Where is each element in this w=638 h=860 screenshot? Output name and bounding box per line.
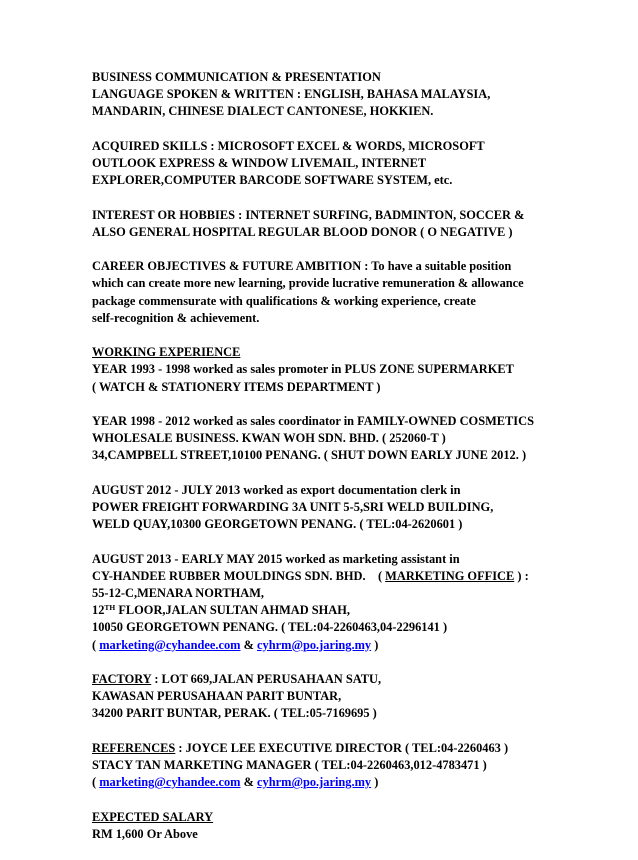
factory-section	[92, 671, 612, 723]
skills-line: LANGUAGE SPOKEN & WRITTEN : ENGLISH, BAHASA MALAYSIA,	[92, 87, 491, 102]
career-line: self-recognition & achievement.	[92, 310, 260, 325]
paren-open: (	[92, 775, 100, 790]
expected-salary-value: RM 1,600 Or Above	[92, 826, 198, 841]
floor-address: FLOOR,JALAN SULTAN AHMAD SHAH,	[115, 603, 350, 618]
working-experience-heading: WORKING EXPERIENCE	[92, 345, 241, 360]
references-section	[92, 740, 612, 792]
factory-line	[92, 671, 612, 688]
marketing-office-label: MARKETING OFFICE	[385, 568, 515, 583]
skills-line: BUSINESS COMMUNICATION & PRESENTATION	[92, 70, 381, 84]
acquired-skills-line: EXPLORER,COMPUTER BARCODE SOFTWARE SYSTEM, etc.	[92, 173, 453, 188]
floor-number: 12	[92, 603, 105, 618]
interests-section	[92, 207, 612, 241]
interests-line: ALSO GENERAL HOSPITAL REGULAR BLOOD DONOR ( O NEGATIVE )	[92, 224, 513, 239]
reference-line	[92, 740, 612, 757]
salary-section	[92, 809, 612, 843]
job-line: 34,CAMPBELL STREET,10100 PENANG. ( SHUT DOWN EARLY JUNE 2012. )	[92, 448, 527, 463]
career-line: package commensurate with qualifications & working experience, create	[92, 293, 476, 308]
job-line: POWER FREIGHT FORWARDING 3A UNIT 5-5,SRI WELD BUILDING,	[92, 499, 494, 514]
reference-text: : JOYCE LEE EXECUTIVE DIRECTOR ( TEL:04-2260463 )	[175, 740, 509, 755]
experience-job2	[92, 413, 612, 465]
career-objectives-section	[92, 258, 612, 327]
reference-line: STACY TAN MARKETING MANAGER ( TEL:04-2260463,012-4783471 )	[92, 757, 487, 772]
paren-close: )	[371, 775, 379, 790]
job-line: AUGUST 2012 - JULY 2013 worked as export documentation clerk in	[92, 482, 461, 497]
job-line: 55-12-C,MENARA NORTHAM,	[92, 585, 264, 600]
job-line	[92, 602, 612, 619]
career-line: which can create more new learning, provide lucrative remuneration & allowance	[92, 276, 524, 291]
reference-line	[92, 774, 612, 791]
acquired-skills-line: ACQUIRED SKILLS : MICROSOFT EXCEL & WORDS, MICROSOFT	[92, 138, 485, 153]
hr-email-link[interactable]: cyhrm@po.jaring.my	[257, 775, 372, 790]
label-suffix: ) :	[514, 568, 529, 583]
job-line: WELD QUAY,10300 GEORGETOWN PENANG. ( TEL:04-2620601 )	[92, 517, 463, 532]
job-line: YEAR 1998 - 2012 worked as sales coordinator in FAMILY-OWNED COSMETICS	[92, 413, 534, 428]
career-heading: CAREER OBJECTIVES & FUTURE AMBITION :	[92, 259, 372, 274]
ampersand: &	[240, 637, 258, 652]
ordinal-suffix: TH	[104, 603, 116, 613]
factory-address: : LOT 669,JALAN PERUSAHAAN SATU,	[151, 671, 382, 686]
skills-section	[92, 69, 612, 121]
job-line: 10050 GEORGETOWN PENANG. ( TEL:04-2260463,04-2296141 )	[92, 620, 448, 635]
experience-job3	[92, 482, 612, 534]
acquired-skills-line: OUTLOOK EXPRESS & WINDOW LIVEMAIL, INTERNET	[92, 156, 427, 170]
skills-line: MANDARIN, CHINESE DIALECT CANTONESE, HOKKIEN.	[92, 104, 434, 119]
acquired-skills-section	[92, 138, 612, 190]
factory-line: KAWASAN PERUSAHAAN PARIT BUNTAR,	[92, 689, 342, 704]
marketing-email-link[interactable]: marketing@cyhandee.com	[99, 775, 241, 790]
paren-close: )	[371, 637, 379, 652]
job-line: WHOLESALE BUSINESS. KWAN WOH SDN. BHD. ( 252060-T )	[92, 431, 446, 446]
references-label: REFERENCES	[92, 740, 176, 755]
job-line	[92, 637, 612, 654]
job-line: AUGUST 2013 - EARLY MAY 2015 worked as marketing assistant in	[92, 551, 460, 566]
paren-open: (	[92, 637, 100, 652]
ampersand: &	[240, 775, 258, 790]
job-line	[92, 568, 612, 585]
job-line: YEAR 1993 - 1998 worked as sales promoter in PLUS ZONE SUPERMARKET	[92, 362, 514, 377]
factory-line: 34200 PARIT BUNTAR, PERAK. ( TEL:05-7169695 )	[92, 706, 377, 721]
career-text: To have a suitable position	[371, 259, 512, 274]
job-line: ( WATCH & STATIONERY ITEMS DEPARTMENT )	[92, 379, 381, 394]
expected-salary-heading: EXPECTED SALARY	[92, 809, 214, 824]
interests-line: INTEREST OR HOBBIES : INTERNET SURFING, BADMINTON, SOCCER &	[92, 207, 525, 222]
resume-page	[92, 69, 612, 860]
career-line	[92, 258, 612, 275]
hr-email-link[interactable]: cyhrm@po.jaring.my	[257, 637, 372, 652]
company-name: CY-HANDEE RUBBER MOULDINGS SDN. BHD. (	[92, 568, 386, 583]
experience-job4	[92, 551, 612, 654]
factory-label: FACTORY	[92, 671, 152, 686]
marketing-email-link[interactable]: marketing@cyhandee.com	[99, 637, 241, 652]
experience-job1	[92, 344, 612, 396]
